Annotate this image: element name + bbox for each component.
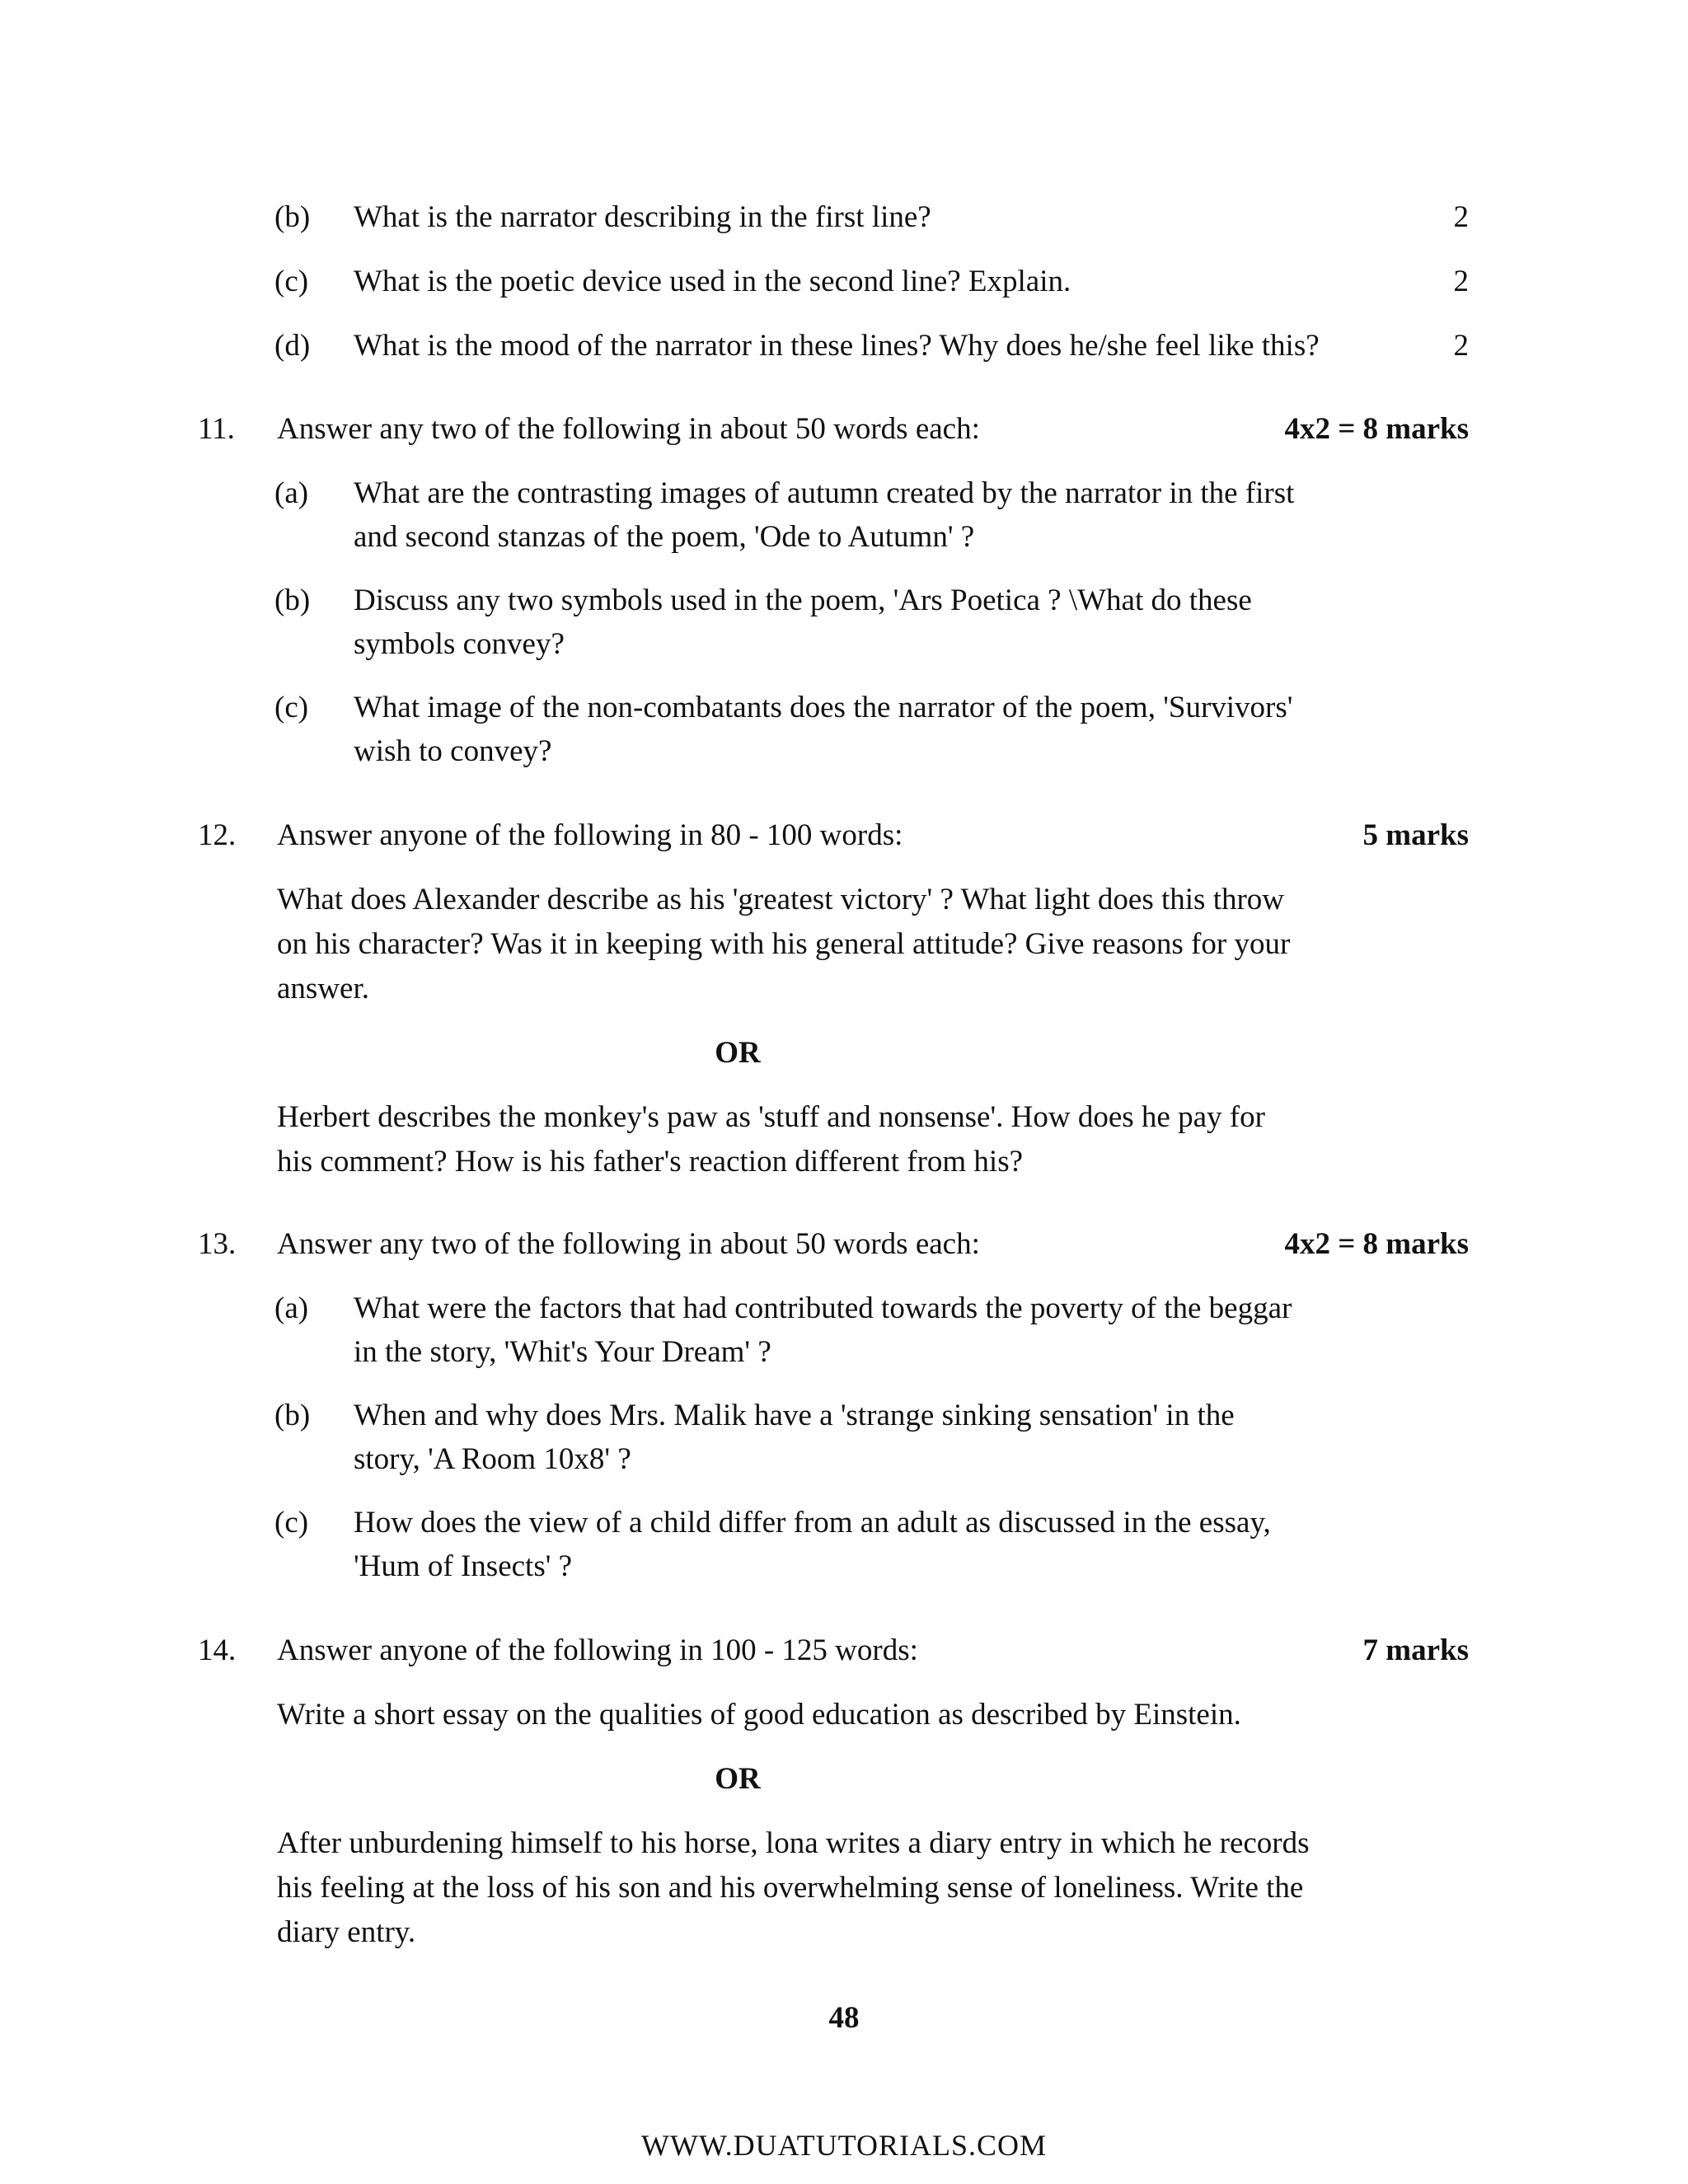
q13-prompt: Answer any two of the following in about 50 words each:: [277, 1227, 980, 1261]
footer-website: WWW.DUATUTORIALS.COM: [641, 2129, 1047, 2162]
q14-or: OR: [715, 1762, 761, 1796]
q13-c-line1: How does the view of a child differ from an adult as discussed in the essay,: [354, 1506, 1271, 1540]
q12-option1-line1: What does Alexander describe as his 'greatest victory' ? What light does this throw: [277, 883, 1285, 916]
q11-c-line2: wish to convey?: [354, 734, 552, 768]
q10-b-marks: 2: [1453, 200, 1469, 234]
q10-d-marks: 2: [1453, 329, 1469, 363]
page-number: 48: [828, 2001, 860, 2035]
q13-b-line1: When and why does Mrs. Malik have a 'strange sinking sensation' in the: [354, 1399, 1235, 1432]
q10-b-text: What is the narrator describing in the first line?: [354, 200, 931, 234]
q14-prompt: Answer anyone of the following in 100 - 125 words:: [277, 1633, 918, 1667]
q13-c-line2: 'Hum of Insects' ?: [354, 1549, 573, 1583]
q14-option2-line3: diary entry.: [277, 1915, 416, 1949]
q13-c-label: (c): [274, 1506, 309, 1540]
q11-marks: 4x2 = 8 marks: [1284, 412, 1469, 446]
q13-marks: 4x2 = 8 marks: [1284, 1227, 1469, 1261]
q10-d-label: (d): [274, 329, 311, 363]
q13-a-line1: What were the factors that had contributed towards the poverty of the beggar: [354, 1291, 1292, 1325]
q11-prompt: Answer any two of the following in about 50 words each:: [277, 412, 980, 446]
q12-number: 12.: [198, 818, 237, 852]
q12-option2-line2: his comment? How is his father's reaction different from his?: [277, 1145, 1024, 1179]
q11-number: 11.: [198, 412, 235, 446]
q13-a-label: (a): [274, 1291, 309, 1325]
q14-number: 14.: [198, 1633, 237, 1667]
q14-option2-line2: his feeling at the loss of his son and his overwhelming sense of loneliness. Write the: [277, 1871, 1304, 1905]
q10-b-label: (b): [274, 200, 311, 234]
q13-b-label: (b): [274, 1399, 311, 1432]
q12-marks: 5 marks: [1362, 818, 1469, 852]
q11-a-label: (a): [274, 476, 309, 510]
q14-marks: 7 marks: [1362, 1633, 1469, 1667]
q11-a-line1: What are the contrasting images of autumn created by the narrator in the first: [354, 476, 1295, 510]
q10-c-text: What is the poetic device used in the second line? Explain.: [354, 265, 1071, 298]
q12-or: OR: [715, 1036, 761, 1070]
q11-b-line2: symbols convey?: [354, 627, 565, 661]
q11-a-line2: and second stanzas of the poem, 'Ode to Autumn' ?: [354, 520, 975, 554]
q10-c-label: (c): [274, 265, 309, 298]
q13-a-line2: in the story, 'Whit's Your Dream' ?: [354, 1335, 771, 1369]
q12-option1-line2: on his character? Was it in keeping with his general attitude? Give reasons for your: [277, 927, 1291, 961]
q13-number: 13.: [198, 1227, 237, 1261]
q10-c-marks: 2: [1453, 265, 1469, 298]
q12-prompt: Answer anyone of the following in 80 - 100 words:: [277, 818, 903, 852]
q12-option1-line3: answer.: [277, 972, 369, 1005]
q14-option2-line1: After unburdening himself to his horse, lona writes a diary entry in which he records: [277, 1826, 1310, 1860]
q14-option1: Write a short essay on the qualities of good education as described by Einstein.: [277, 1698, 1241, 1732]
q10-d-text: What is the mood of the narrator in these lines? Why does he/she feel like this?: [354, 329, 1320, 363]
q11-c-label: (c): [274, 691, 309, 724]
q11-b-label: (b): [274, 583, 311, 617]
q12-option2-line1: Herbert describes the monkey's paw as 'stuff and nonsense'. How does he pay for: [277, 1100, 1265, 1134]
q11-c-line1: What image of the non-combatants does the narrator of the poem, 'Survivors': [354, 691, 1293, 724]
q13-b-line2: story, 'A Room 10x8' ?: [354, 1442, 631, 1476]
q11-b-line1: Discuss any two symbols used in the poem, 'Ars Poetica ? \What do these: [354, 583, 1252, 617]
